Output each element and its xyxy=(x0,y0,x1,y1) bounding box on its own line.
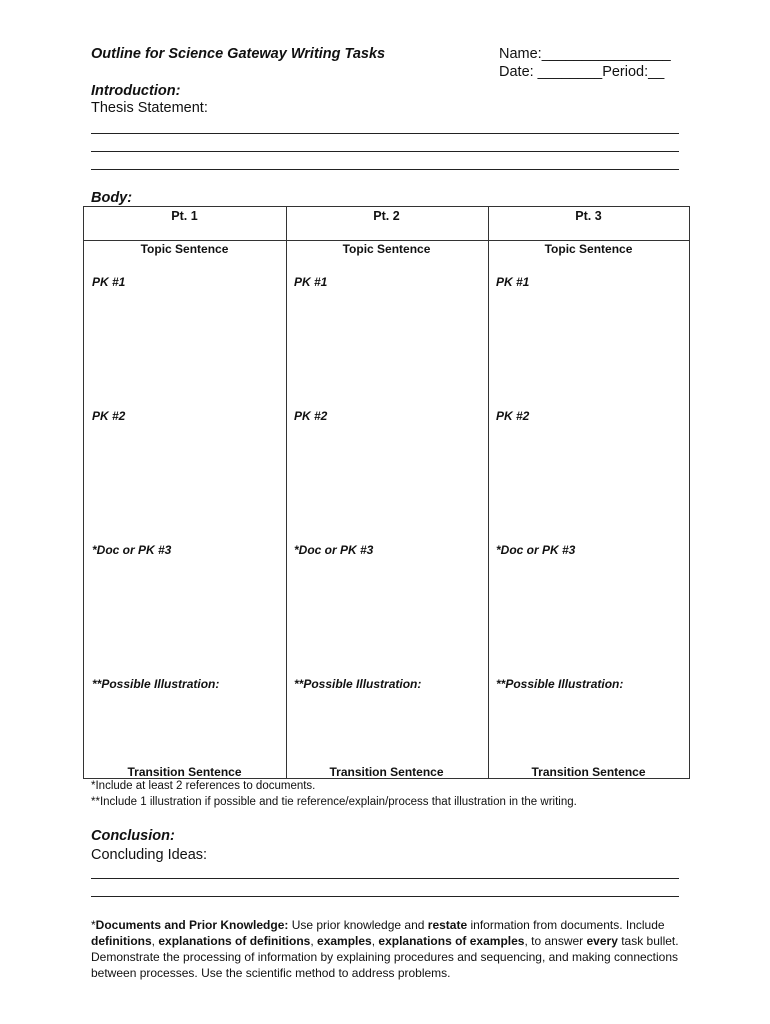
doc-pk3-pt1: *Doc or PK #3 xyxy=(92,543,172,557)
concluding-ideas-label: Concluding Ideas: xyxy=(91,847,208,863)
pk2-pt3: PK #2 xyxy=(496,409,530,423)
column-divider-2 xyxy=(488,207,489,778)
column-head-pt1: Pt. 1 xyxy=(171,209,198,223)
illustration-pt1: **Possible Illustration: xyxy=(92,677,220,691)
footer-bold: explanations of definitions xyxy=(158,934,311,948)
topic-sentence-pt3: Topic Sentence xyxy=(544,242,633,256)
header-row-divider xyxy=(84,240,689,241)
footer-text: , xyxy=(310,934,318,948)
doc-pk3-pt3: *Doc or PK #3 xyxy=(496,543,576,557)
pk2-pt2: PK #2 xyxy=(294,409,328,423)
thesis-line-3 xyxy=(91,169,679,170)
pk1-pt2: PK #1 xyxy=(294,275,328,289)
date-period-field: Date: ________Period:__ xyxy=(499,64,665,80)
pk1-pt1: PK #1 xyxy=(92,275,126,289)
transition-sentence-pt3: Transition Sentence xyxy=(531,765,646,779)
topic-sentence-pt1: Topic Sentence xyxy=(140,242,229,256)
document-title: Outline for Science Gateway Writing Tasks xyxy=(91,46,386,62)
footer-bold: examples xyxy=(317,934,372,948)
conclusion-heading: Conclusion: xyxy=(91,828,175,844)
footer-text: , to answer xyxy=(524,934,587,948)
doc-pk3-pt2: *Doc or PK #3 xyxy=(294,543,374,557)
transition-sentence-pt2: Transition Sentence xyxy=(329,765,444,779)
footer-bold: Documents and Prior Knowledge: xyxy=(95,918,289,932)
documents-prior-knowledge-note xyxy=(91,917,686,981)
column-head-pt3: Pt. 3 xyxy=(575,209,602,223)
footer-text: Use prior knowledge and xyxy=(288,918,428,932)
footer-text: * xyxy=(91,918,96,932)
introduction-heading: Introduction: xyxy=(91,83,181,99)
thesis-statement-label: Thesis Statement: xyxy=(91,100,208,116)
footer-text: information from documents. Include xyxy=(467,918,665,932)
illustration-pt3: **Possible Illustration: xyxy=(496,677,624,691)
illustration-pt2: **Possible Illustration: xyxy=(294,677,422,691)
name-field: Name:________________ xyxy=(499,46,671,62)
pk1-pt3: PK #1 xyxy=(496,275,530,289)
topic-sentence-pt2: Topic Sentence xyxy=(342,242,431,256)
footer-bold: explanations of examples xyxy=(378,934,525,948)
footnote-documents: *Include at least 2 references to documents. xyxy=(91,780,316,792)
thesis-line-2 xyxy=(91,151,679,152)
footer-bold: every xyxy=(586,934,618,948)
footnote-illustration: **Include 1 illustration if possible and tie reference/explain/process that illustration in the writing. xyxy=(91,796,577,808)
thesis-line-1 xyxy=(91,133,679,134)
footer-text: , xyxy=(151,934,159,948)
column-divider-1 xyxy=(286,207,287,778)
body-heading: Body: xyxy=(91,190,133,206)
conclusion-line-2 xyxy=(91,896,679,897)
transition-sentence-pt1: Transition Sentence xyxy=(127,765,242,779)
footer-text: task bullet. Demonstrate the processing of information by explaining procedures and sequencing, and making connections between processes. Use the scientific method to address problems. xyxy=(91,934,679,980)
body-outline-table xyxy=(83,206,690,779)
column-head-pt2: Pt. 2 xyxy=(373,209,400,223)
footer-bold: definitions xyxy=(91,934,152,948)
footer-text: , xyxy=(371,934,379,948)
pk2-pt1: PK #2 xyxy=(92,409,126,423)
footer-bold: restate xyxy=(427,918,468,932)
conclusion-line-1 xyxy=(91,878,679,879)
